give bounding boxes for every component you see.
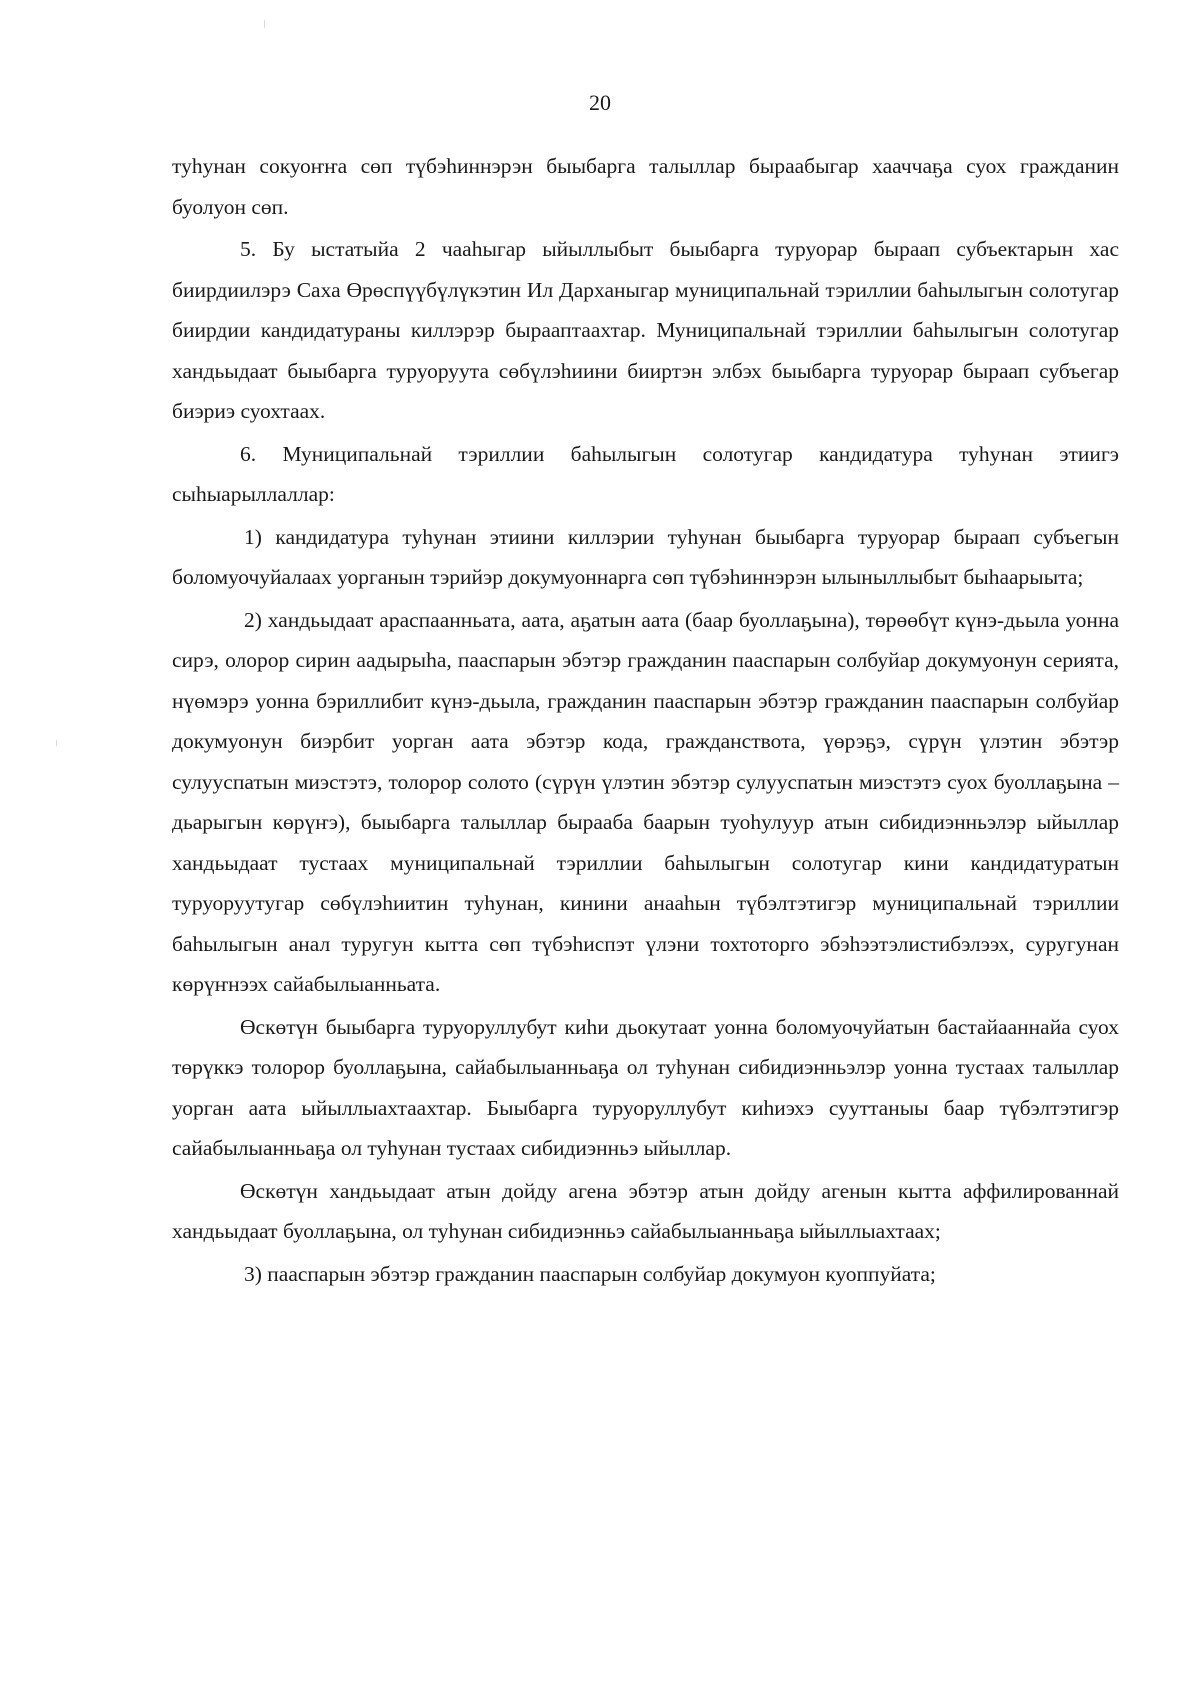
document-body bbox=[172, 146, 1119, 1294]
paragraph-foreign-agent-note: Өскөтүн хандьыдаат атын дойду агена эбэтэр атын дойду агенын кытта аффилированнай хандьыдаат буоллаҕына, ол туhунан сибидиэнньэ сайабылыанньаҕа ыйыллыахтаах; bbox=[172, 1178, 1119, 1243]
paragraph-continuation: туhунан сокуоҥҥа сөп түбэhиннэрэн быыбарга талыллар быраабыгар хааччаҕа суох гражданин буолуон сөп. bbox=[172, 154, 1119, 219]
paragraph-deputy-note: Өскөтүн быыбарга туруоруллубут киhи дьокутаат уонна боломуочуйатын бастайааннайа суох төрүккэ толорор буоллаҕына, сайабылыанньаҕа ол туhунан сибидиэнньэлэр уонна тустаах талыллар уорган аата ыйыллыахтаахтар. Быыбарга туруоруллубут киhиэхэ сууттаныы баар түбэлтэтигэр сайабылыанньаҕа ол туhунан тустаах сибидиэнньэ ыйыллар. bbox=[172, 1014, 1119, 1160]
paragraph-clause-6: 6. Муниципальнай тэриллии баhылыгын солотугар кандидатура туhунан этиигэ сыhыарыллаллар: bbox=[172, 441, 1119, 506]
paragraph-clause-5: 5. Бу ыстатыйа 2 чааhыгар ыйыллыбыт быыбарга туруорар быраап субъектарын хас биирдиилэрэ Саха Өрөспүүбүлүкэтин Ил Дарханыгар муниципальнай тэриллии баhылыгын солотугар биирдии кандидатураны киллэрэр бырааптаахтар. Муниципальнай тэриллии баhылыгын солотугар хандьыдаат быыбарга туруоруута сөбүлэhиини бииртэн элбэх быыбарга туруорар быраап субъегар биэриэ суохтаах. bbox=[172, 237, 1119, 423]
page-number: 20 bbox=[589, 90, 611, 115]
list-item-3: 3) пааспарын эбэтэр гражданин пааспарын солбуйар докумуон куоппуйата; bbox=[244, 1261, 936, 1286]
list-item-2: 2) хандьыдаат араспаанньата, аата, аҕатын аата (баар буоллаҕына), төрөөбүт күнэ-дьыла уонна сирэ, олорор сирин аадырыhа, пааспарын эбэтэр гражданин пааспарын солбуйар докумуонун серията, нүөмэрэ уонна бэриллибит күнэ-дьыла, гражданин пааспарын эбэтэр гражданин пааспарын солбуйар докумуонун биэрбит уорган аата эбэтэр кода, гражданствота, үөрэҕэ, сүрүн үлэтин эбэтэр сулууспатын миэстэтэ, толорор солото (сүрүн үлэтин эбэтэр сулууспатын миэстэтэ суох буоллаҕына – дьарыгын көрүҥэ), быыбарга талыллар быраабa баарын туоhулуур атын сибидиэнньэлэр ыйыллар хандьыдаат тустаах муниципальнай тэриллии баhылыгын солотугар кини кандидатуратын туруоруутугар сөбүлэhиитин туhунан, кинини анааhын түбэлтэтигэр муниципальнай тэриллии баhылыгын анал туругун кытта сөп түбэhиспэт үлэни тохтоторго эбэhээтэлистибэлээх, суругунан көрүҥнээх сайабылыанньата. bbox=[172, 607, 1119, 996]
scan-artifact bbox=[264, 20, 265, 28]
list-item-1: 1) кандидатура туhунан этиини киллэрии туhунан быыбарга туруорар быраап субъегын боломуочуйалаах уорганын тэрийэр докумуоннарга сөп түбэhиннэрэн ылыныллыбыт быhаарыыта; bbox=[172, 524, 1119, 589]
scan-artifact bbox=[56, 740, 57, 746]
